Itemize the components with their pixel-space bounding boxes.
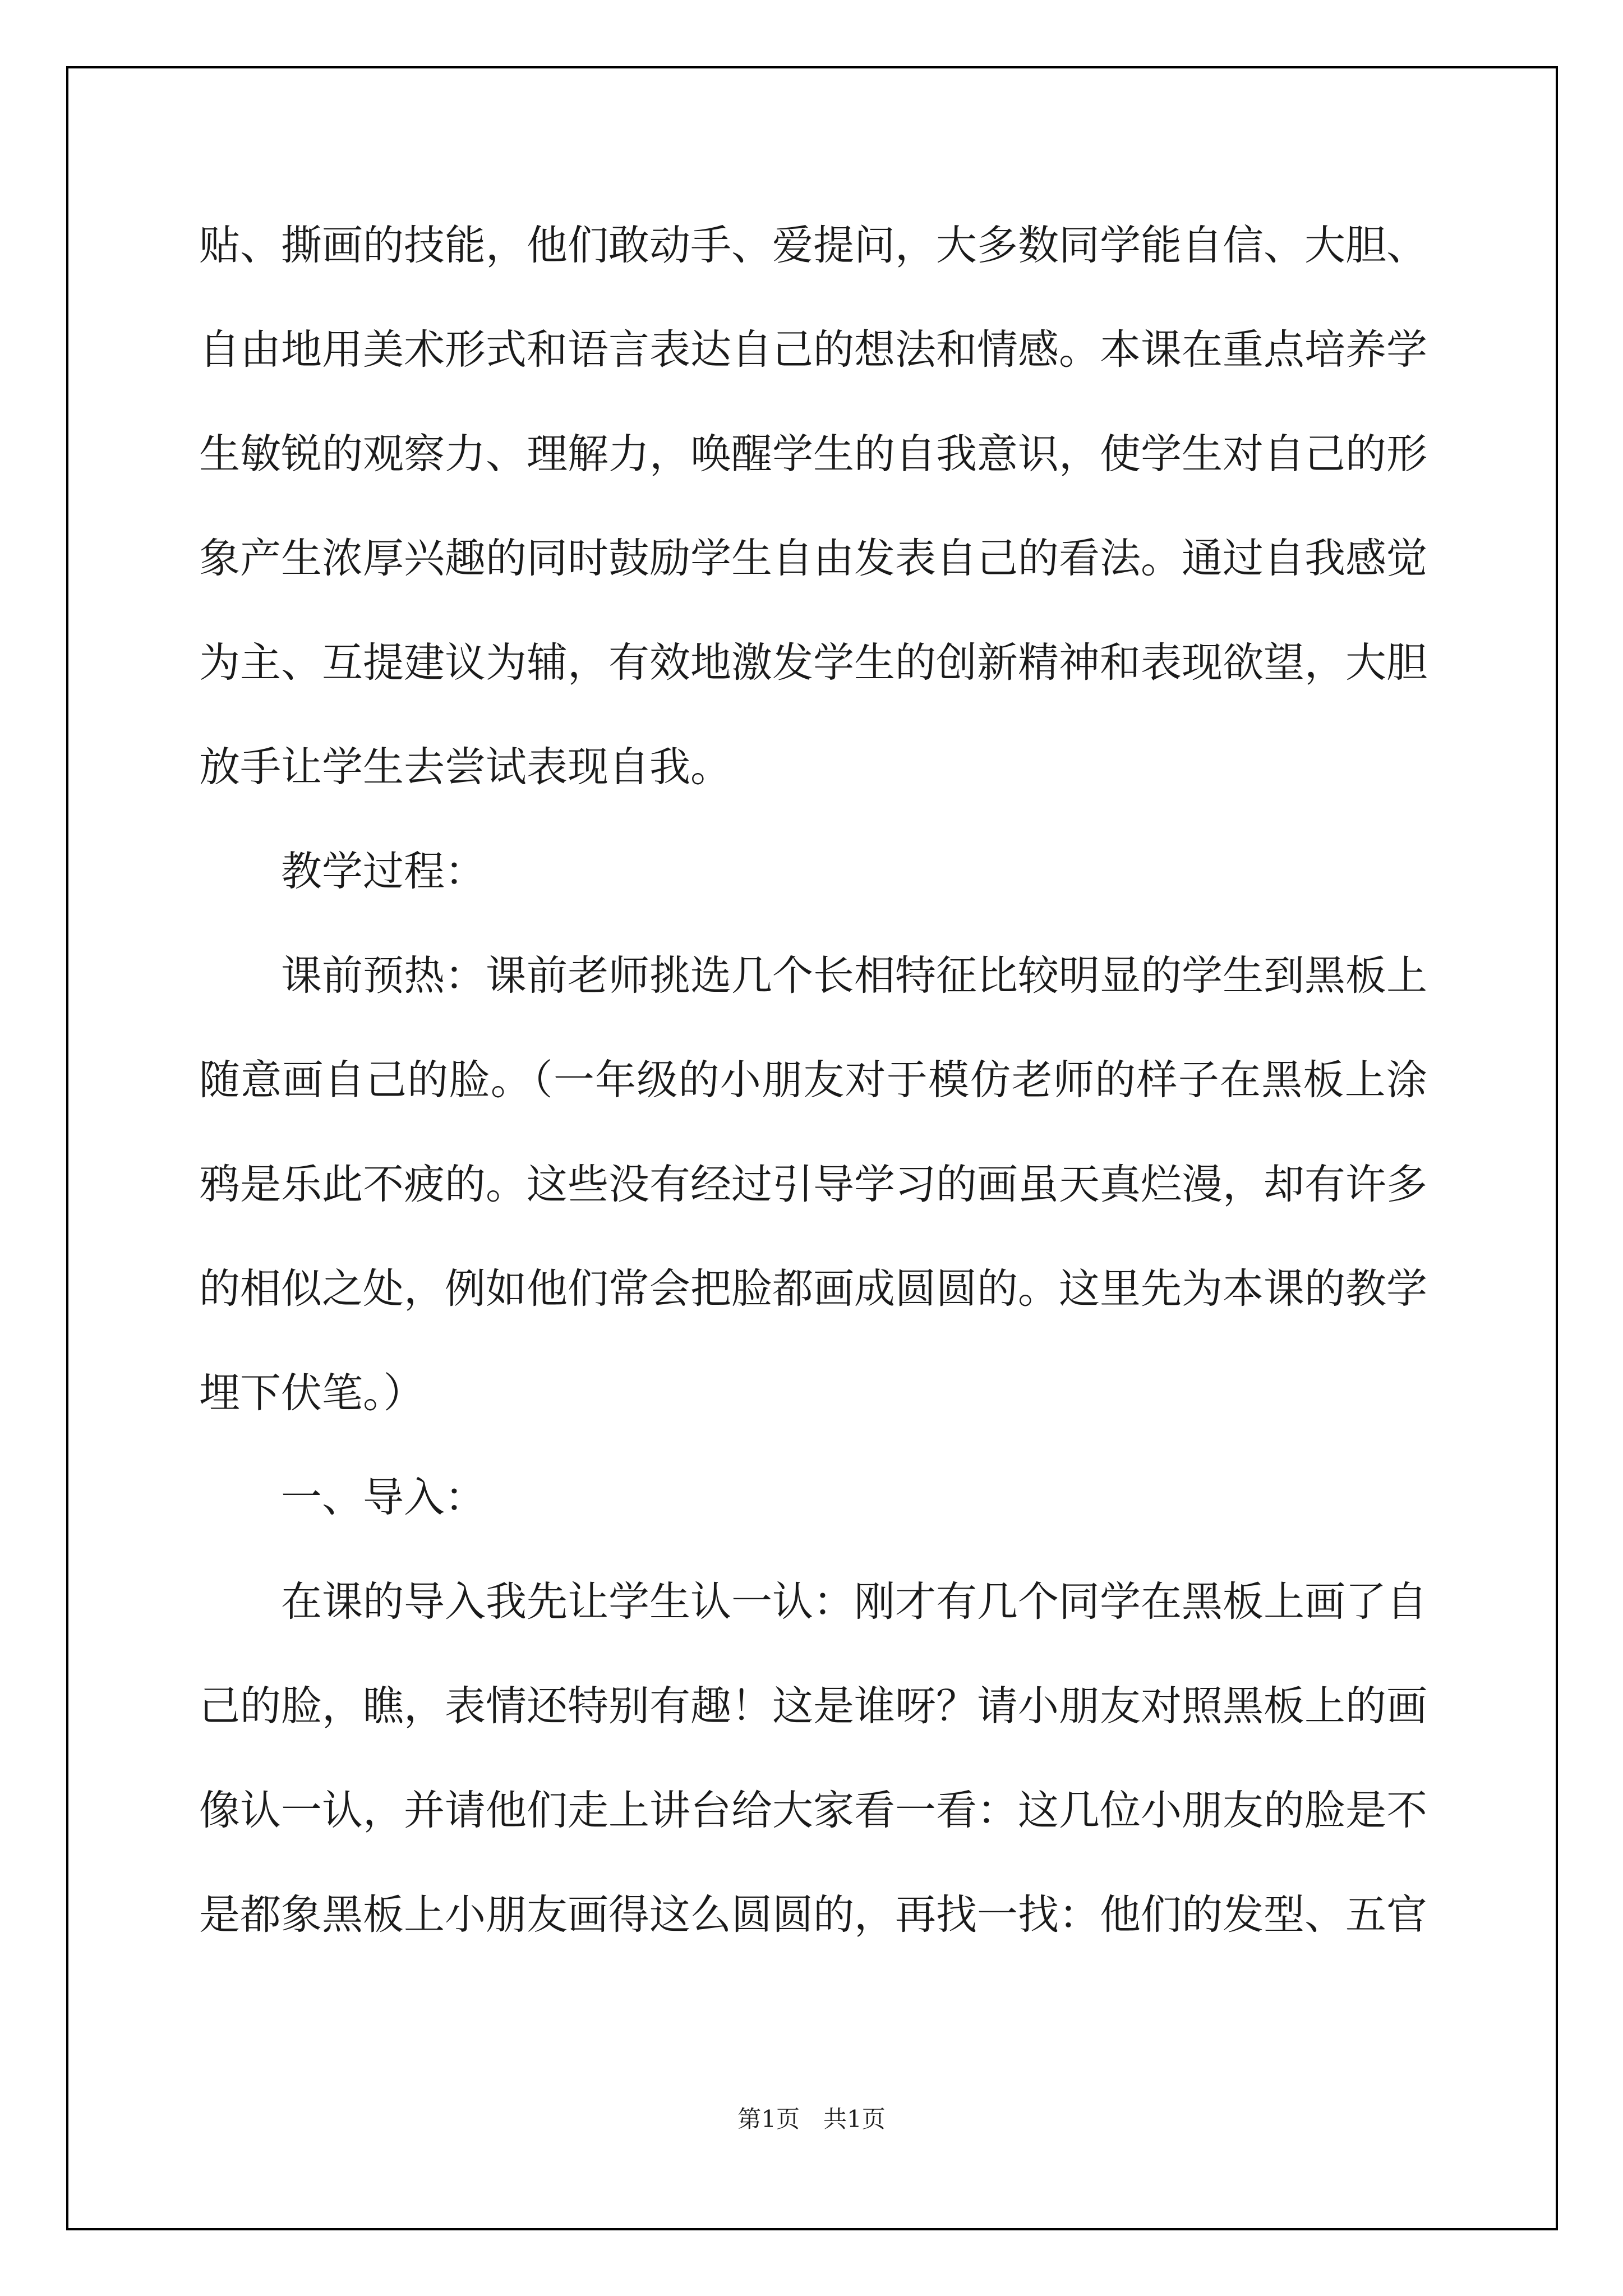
text-line-5: 为主、互提建议为辅，有效地激发学生的创新精神和表现欲望，大胆 [199,639,1427,687]
section-heading-teaching-process: 教学过程： [281,848,486,895]
page-number-footer: 第1页 共1页 [737,2105,886,2133]
document-body [199,194,1427,1967]
section-heading-introduction: 一、导入： [281,1474,486,1521]
text-line-16: 像认一认，并请他们走上讲台给大家看一看：这几位小朋友的脸是不 [199,1787,1427,1834]
text-line-14: 在课的导入我先让学生认一认：刚才有几个同学在黑板上画了自 [281,1578,1427,1626]
text-line-8: 课前预热：课前老师挑选几个长相特征比较明显的学生到黑板上 [281,952,1427,1000]
text-line-6: 放手让学生去尝试表现自我。 [199,743,731,791]
text-line-3: 生敏锐的观察力、理解力，唤醒学生的自我意识，使学生对自己的形 [199,430,1427,478]
text-line-15: 己的脸，瞧，表情还特别有趣！这是谁呀？请小朋友对照黑板上的画 [199,1682,1427,1730]
text-line-10: 鸦是乐此不疲的。这些没有经过引导学习的画虽天真烂漫，却有许多 [199,1161,1427,1208]
text-line-4: 象产生浓厚兴趣的同时鼓励学生自由发表自己的看法。通过自我感觉 [199,535,1427,582]
text-line-12: 埋下伏笔。） [199,1369,425,1417]
text-line-17: 是都象黑板上小朋友画得这么圆圆的，再找一找：他们的发型、五官 [199,1891,1427,1939]
text-line-11: 的相似之处，例如他们常会把脸都画成圆圆的。这里先为本课的教学 [199,1265,1427,1313]
text-line-1: 贴、撕画的技能，他们敢动手、爱提问，大多数同学能自信、大胆、 [199,222,1427,269]
text-line-2: 自由地用美术形式和语言表达自己的想法和情感。本课在重点培养学 [199,326,1427,374]
text-line-9: 随意画自己的脸。（一年级的小朋友对于模仿老师的样子在黑板上涂 [199,1056,1427,1104]
